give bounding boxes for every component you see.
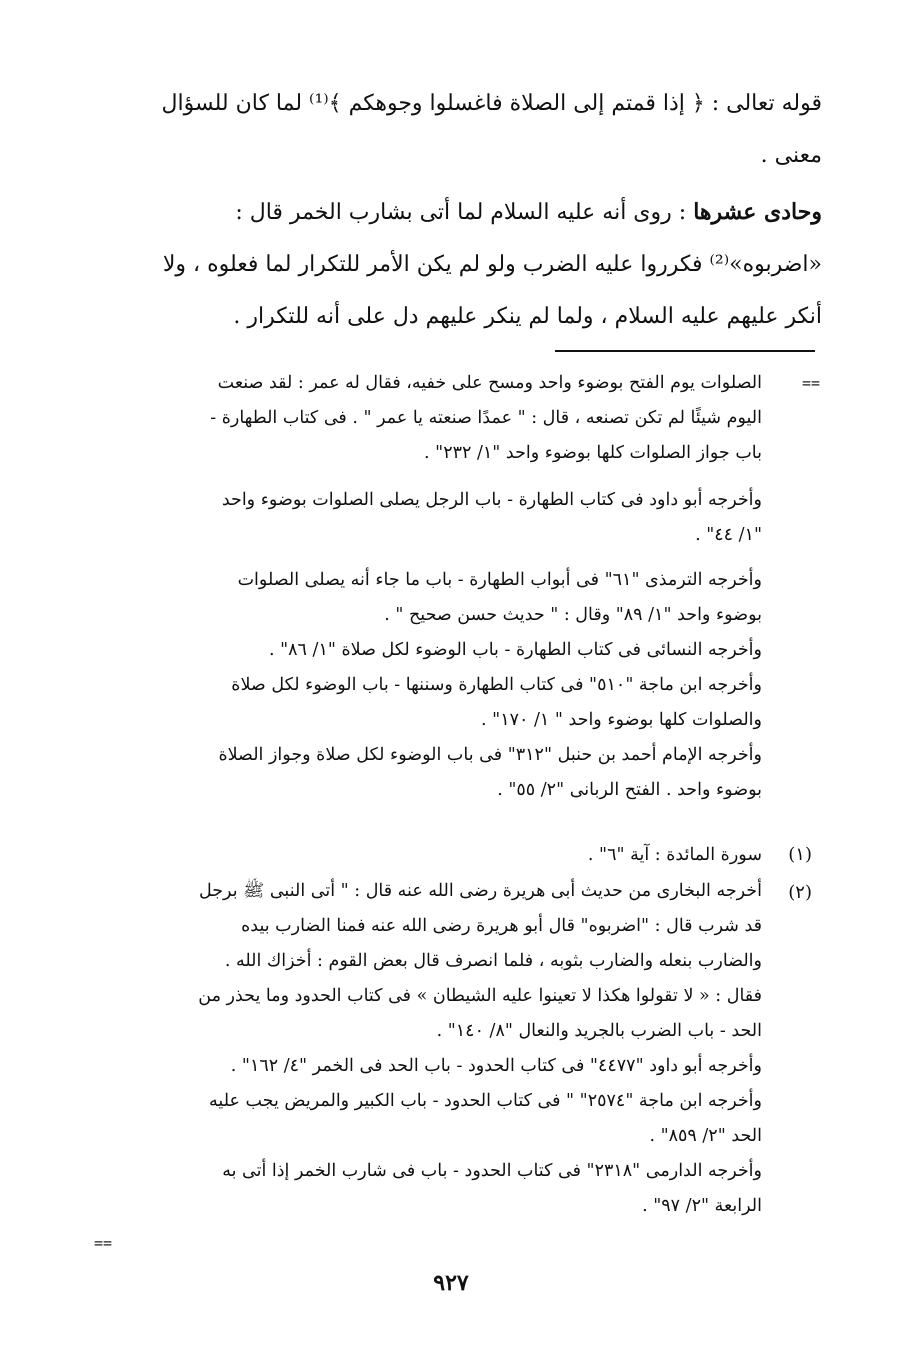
footnote-line: الصلوات يوم الفتح بوضوء واحد ومسح على خفيه، فقال له عمر : لقد صنعت: [217, 373, 762, 393]
footnote-line: باب جواز الصلوات كلها بوضوء واحد "١/ ٢٣٢" .: [424, 443, 762, 463]
footnote-continuation: [102, 366, 762, 471]
continuation-marker: ==: [802, 374, 821, 392]
footnote-line: وأخرجه ابن ماجة "٥١٠" فى كتاب الطهارة وسننها - باب الوضوء لكل صلاة: [231, 675, 762, 695]
footnote-line: الحد - باب الضرب بالجريد والنعال "٨/ ١٤٠" .: [436, 1021, 762, 1041]
footnote-divider: [555, 350, 815, 352]
footnote-number: (١): [788, 844, 812, 865]
footnote-number: (٢): [788, 882, 812, 903]
paragraph-eleventh: [107, 186, 822, 343]
footnote-line: الرابعة "٢/ ٩٧" .: [642, 1196, 762, 1216]
footnote-line: فقال : « لا تقولوا هكذا لا تعينوا عليه الشيطان » فى كتاب الحدود وما يحذر من: [198, 986, 762, 1006]
footnote-line: سورة المائدة : آية "٦" .: [587, 845, 762, 865]
footnote-line: أخرجه البخارى من حديث أبى هريرة رضى الله عنه قال : " أتى النبى ﷺ برجل: [198, 881, 762, 901]
footnote-line: بوضوء واحد "١/ ٨٩" وقال : " حديث حسن صحيح " .: [384, 605, 762, 625]
footnote-line: وأخرجه الدارمى "٢٣١٨" فى كتاب الحدود - باب فى شارب الخمر إذا أتى به: [222, 1161, 762, 1181]
continued-marker: ==: [94, 1234, 113, 1252]
footnote-line: الحد "٢/ ٨٥٩" .: [649, 1126, 762, 1146]
footnote-2: [102, 874, 762, 1224]
footnote-line: وأخرجه ابن ماجة "٢٥٧٤" " فى كتاب الحدود - باب الكبير والمريض يجب عليه: [209, 1091, 762, 1111]
footnote-continuation-2: [102, 483, 762, 553]
footnote-line: والصلوات كلها بوضوء واحد " ١/ ١٧٠" .: [481, 710, 762, 730]
footnote-line: وأخرجه النسائى فى كتاب الطهارة - باب الوضوء لكل صلاة "١/ ٨٦" .: [268, 640, 762, 660]
paragraph-verse: [107, 78, 822, 182]
footnote-1: [102, 838, 762, 873]
text-line: معنى .: [760, 143, 822, 168]
footnote-continuation-3: [102, 563, 762, 808]
footnote-line: وأخرجه أبو داود فى كتاب الطهارة - باب الرجل يصلى الصلوات بوضوء واحد: [221, 490, 762, 510]
footnote-line: بوضوء واحد . الفتح الربانى "٢/ ٥٥" .: [497, 780, 762, 800]
footnote-line: "١/ ٤٤" .: [695, 525, 762, 545]
text-line: «اضربوه»⁽²⁾ فكرروا عليه الضرب ولو لم يكن الأمر للتكرار لما فعلوه ، ولا: [162, 252, 822, 277]
paragraph-text: : روى أنه عليه السلام لما أتى بشارب الخمر قال :: [235, 200, 687, 225]
footnote-line: قد شرب قال : "اضربوه" قال أبو هريرة رضى الله عنه فمنا الضارب بيده: [241, 916, 762, 936]
footnote-line: وأخرجه الترمذى "٦١" فى أبواب الطهارة - باب ما جاء أنه يصلى الصلوات: [237, 570, 762, 590]
text-line: قوله تعالى : ﴿ إذا قمتم إلى الصلاة فاغسلوا وجوهكم ﴾⁽¹⁾ لما كان للسؤال: [161, 91, 822, 116]
footnote-line: وأخرجه الإمام أحمد بن حنبل "٣١٢" فى باب الوضوء لكل صلاة وجواز الصلاة: [218, 745, 762, 765]
footnote-line: وأخرجه أبو داود "٤٤٧٧" فى كتاب الحدود - باب الحد فى الخمر "٤/ ١٦٢" .: [230, 1056, 762, 1076]
footnote-line: اليوم شيئًا لم تكن تصنعه ، قال : " عمدًا صنعته يا عمر " . فى كتاب الطهارة -: [210, 408, 762, 428]
paragraph-heading: وحادى عشرها: [693, 199, 822, 225]
page-number: ٩٢٧: [433, 1270, 469, 1296]
text-line: أنكر عليهم عليه السلام ، ولما لم ينكر عليهم دل على أنه للتكرار .: [233, 304, 822, 329]
text-line: [107, 186, 822, 239]
footnote-line: والضارب بنعله والضارب بثوبه ، فلما انصرف قال بعض القوم : أخزاك الله .: [224, 951, 762, 971]
